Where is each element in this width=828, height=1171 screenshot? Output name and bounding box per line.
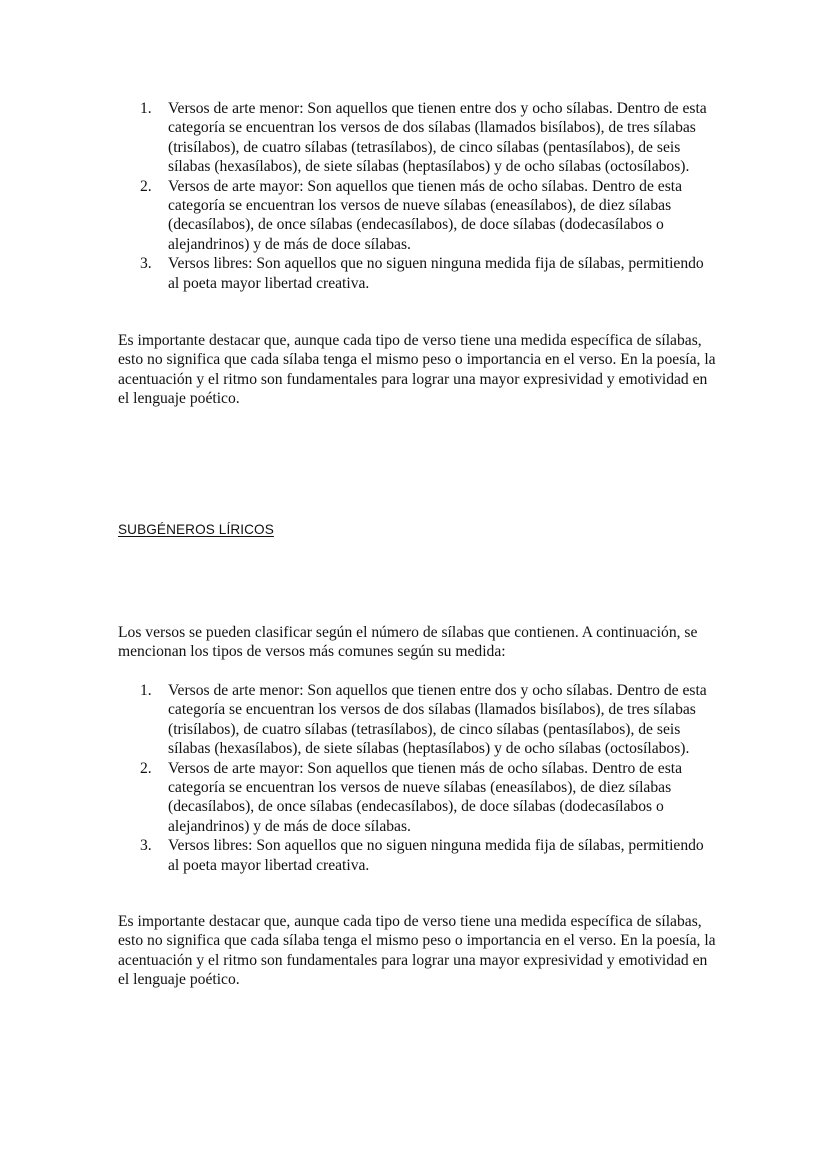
list-number: 2. bbox=[140, 759, 152, 777]
section-heading: SUBGÉNEROS LÍRICOS bbox=[118, 522, 274, 537]
list-item bbox=[118, 681, 718, 759]
list-number: 3. bbox=[140, 837, 152, 855]
closing-paragraph-bottom bbox=[118, 912, 718, 990]
intro-paragraph bbox=[118, 623, 718, 662]
list-item-text: Versos de arte menor: Son aquellos que tienen entre dos y ocho sílabas. Dentro de esta categoría se encuentran los versos de dos sílabas (llamados bisílabos), de tres sílabas (trisílabos), de cuatro sílabas (tetrasílabos), de cinco sílabas (pentasílabos), de seis sílabas (hexasílabos), de siete sílabas (heptasílabos) y de ocho sílabas (octosílabos). bbox=[168, 100, 707, 176]
list-item bbox=[118, 177, 718, 255]
list-item-text: Versos libres: Son aquellos que no siguen ninguna medida fija de sílabas, permitiendo al poeta mayor libertad creativa. bbox=[168, 255, 704, 292]
list-item-text: Versos de arte mayor: Son aquellos que tienen más de ocho sílabas. Dentro de esta categoría se encuentran los versos de nueve sílabas (eneasílabos), de diez sílabas (decasílabos), de once sílabas (endecasílabos), de doce sílabas (dodecasílabos o alejandrinos) y de más de doce sílabas. bbox=[168, 759, 683, 835]
paragraph: Es importante destacar que, aunque cada tipo de verso tiene una medida específica de sílabas, esto no significa que cada sílaba tenga el mismo peso o importancia en el verso. En la poesía, la acentuación y el ritmo son fundamentales para lograr una mayor expresividad y emotividad en el lenguaje poético. bbox=[118, 332, 716, 408]
list-item bbox=[118, 836, 718, 875]
list-item-text: Versos de arte menor: Son aquellos que tienen entre dos y ocho sílabas. Dentro de esta categoría se encuentran los versos de dos sílabas (llamados bisílabos), de tres sílabas (trisílabos), de cuatro sílabas (tetrasílabos), de cinco sílabas (pentasílabos), de seis sílabas (hexasílabos), de siete sílabas (heptasílabos) y de ocho sílabas (octosílabos). bbox=[168, 682, 707, 758]
paragraph: Es importante destacar que, aunque cada tipo de verso tiene una medida específica de sílabas, esto no significa que cada sílaba tenga el mismo peso o importancia en el verso. En la poesía, la acentuación y el ritmo son fundamentales para lograr una mayor expresividad y emotividad en el lenguaje poético. bbox=[118, 913, 716, 989]
list-item bbox=[118, 759, 718, 837]
list-number: 1. bbox=[140, 100, 152, 117]
verse-types-list-bottom bbox=[118, 681, 718, 875]
list-item-text: Versos de arte mayor: Son aquellos que tienen más de ocho sílabas. Dentro de esta categoría se encuentran los versos de nueve sílabas (eneasílabos), de diez sílabas (decasílabos), de once sílabas (endecasílabos), de doce sílabas (dodecasílabos o alejandrinos) y de más de doce sílabas. bbox=[168, 177, 683, 253]
list-item-text: Versos libres: Son aquellos que no siguen ninguna medida fija de sílabas, permitiendo al poeta mayor libertad creativa. bbox=[168, 837, 704, 874]
numbered-list bbox=[118, 99, 718, 293]
verse-types-list-top bbox=[118, 99, 718, 293]
list-number: 2. bbox=[140, 177, 152, 195]
numbered-list bbox=[118, 681, 718, 875]
list-number: 1. bbox=[140, 682, 152, 699]
list-item bbox=[118, 99, 718, 177]
list-item bbox=[118, 254, 718, 293]
closing-paragraph-top bbox=[118, 331, 718, 409]
paragraph: Los versos se pueden clasificar según el número de sílabas que contienen. A continuación, se mencionan los tipos de versos más comunes según su medida: bbox=[118, 624, 698, 661]
list-number: 3. bbox=[140, 255, 152, 273]
